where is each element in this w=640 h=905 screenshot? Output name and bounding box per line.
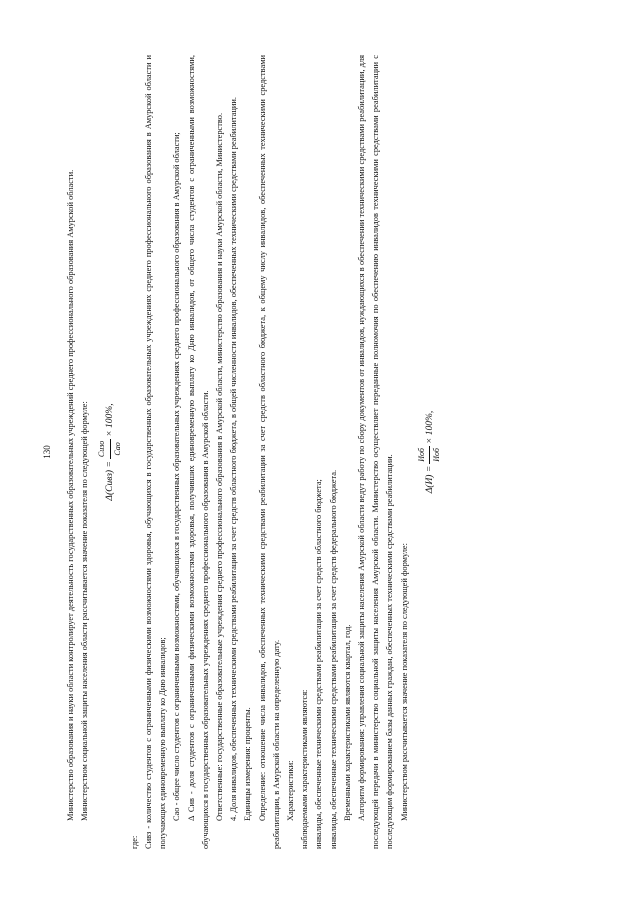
paragraph: инвалиды, обеспеченные техническими средствами реабилитации за счет средств федерального бюджета.	[328, 469, 338, 849]
formula-lhs: Δ(И) =	[424, 465, 435, 494]
paragraph: Характеристики:	[286, 760, 296, 821]
paragraph: где:	[129, 835, 139, 849]
paragraph: Временными характеристиками являются квартал, год.	[342, 624, 352, 821]
paragraph: наблюдаемыми характеристиками являются:	[300, 689, 310, 849]
paragraph: Министерство образования и науки области контролирует деятельность государственных образовательных учреждений среднего профессионального образования Амурской области.	[66, 169, 75, 821]
formula	[415, 55, 444, 849]
paragraph: Ответственные: государственные образовательные учреждения среднего профессионального образования в Амурской области, министерство образования и науки Амурской области, Министерство.	[215, 112, 225, 821]
formula-numerator: Иоб	[415, 446, 430, 464]
formula-lhs: Δ(Сивз) =	[105, 461, 116, 501]
formula-denominator: Иоб	[432, 448, 442, 462]
page-number: 130	[42, 445, 52, 459]
formula	[95, 55, 124, 849]
formula-fraction	[95, 439, 124, 459]
rotated-page	[40, 27, 600, 877]
paragraph: Сивз - количество студентов с ограниченными физическими возможностями здоровья, обучающихся в государственных образовательных учреждениях среднего профессионального образования в Амурской области и получающих единовременную выплату ко Дню инвалидов;	[144, 55, 168, 849]
formula-rhs: × 100%,	[105, 403, 116, 437]
paragraph: Единицы измерения: проценты.	[243, 707, 253, 821]
paragraph: 4. Доля инвалидов, обеспеченных техническими средствами реабилитации за счет средств областного бюджета, в общей численности инвалидов, обеспеченных техническими средствами реабилитации.	[229, 97, 239, 821]
formula-denominator: Сао	[112, 442, 122, 456]
document-body	[64, 55, 447, 849]
paragraph: Сао - общее число студентов с ограниченными возможностями, обучающихся в государственных образовательных учреждениях среднего профессионального образования в Амурской области;	[172, 132, 182, 821]
formula-numerator: Сизо	[95, 439, 110, 459]
paragraph: Министерством социальной защиты населения области рассчитывается значение показателя по следующей формуле:	[80, 401, 90, 821]
formula-fraction	[415, 446, 444, 464]
paragraph: Алгоритм формирования: управления социальной защиты населения Амурской области ведут работу по сбору документов от инвалидов, нуждающихся в обеспечении техническими средствами реабилитации, для последующей передачи в министерство социальной защиты населения Амурской области. Министерство осуществляет переданные полномочия по обеспечению инвалидов техническими средствами реабилитации с последующим формированием базы данных граждан, обеспеченных техническими средствами реабилитации.	[357, 55, 395, 849]
formula-rhs: × 100%,	[424, 410, 435, 445]
paragraph: Δ Сив - доля студентов с ограниченными физическими возможностями здоровья, получивших единовременную выплату ко Дню инвалидов, от общего числа студентов с ограниченными возможностями, обучающихся в государственных образовательных учреждениях среднего профессионального образования в Амурской области.	[186, 55, 210, 849]
paragraph: Определение: отношение числа инвалидов, обеспеченных техническими средствами реабилитации за счет средств областного бюджета, к общему числу инвалидов, обеспеченных техническими средствами реабилитации, в Амурской области на определенную дату.	[257, 55, 281, 849]
paragraph: Министерством рассчитывается значение показателя по следующей формуле:	[399, 543, 409, 821]
paragraph: инвалиды, обеспеченные техническими средствами реабилитации за счет средств областного бюджета;	[314, 479, 324, 849]
